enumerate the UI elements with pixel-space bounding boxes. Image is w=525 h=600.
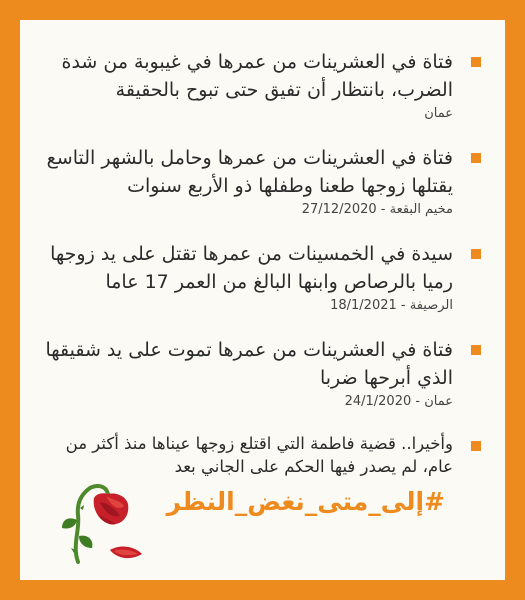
incident-list xyxy=(44,48,481,499)
list-item xyxy=(44,48,481,123)
item-location-date: مخيم البقعة - 27/12/2020 xyxy=(301,202,453,217)
item-location-date: عمان - 24/1/2020 xyxy=(344,394,453,409)
item-location-date: عمان xyxy=(424,106,453,121)
hashtag-title: #إلى_متى_نغض_النظر xyxy=(166,487,445,516)
bullet-square-icon xyxy=(471,57,481,67)
item-text: سيدة في الخمسينات من عمرها تقتل على يد زوجها رميا بالرصاص وابنها البالغ من العمر 17 عاما xyxy=(50,243,453,293)
item-location-date: الرصيفة - 18/1/2021 xyxy=(330,298,453,313)
wilted-rose-icon xyxy=(50,470,160,570)
bullet-square-icon xyxy=(471,249,481,259)
item-text: فتاة في العشرينات من عمرها تموت على يد شقيقها الذي أبرحها ضربا xyxy=(45,339,453,389)
list-item xyxy=(44,144,481,219)
bullet-square-icon xyxy=(471,153,481,163)
bullet-square-icon xyxy=(471,441,481,451)
item-text: فتاة في العشرينات من عمرها وحامل بالشهر التاسع يقتلها زوجها طعنا وطفلها ذو الأربع سنوات xyxy=(46,147,453,197)
bullet-square-icon xyxy=(471,345,481,355)
list-item xyxy=(44,336,481,411)
list-item xyxy=(44,240,481,315)
item-text: وأخيرا.. قضية فاطمة التي اقتلع زوجها عيناها منذ أكثر من عام، لم يصدر فيها الحكم على الجاني بعد xyxy=(65,434,453,476)
item-text: فتاة في العشرينات من عمرها في غيبوبة من شدة الضرب، بانتظار أن تفيق حتى تبوح بالحقيقة xyxy=(61,51,453,101)
